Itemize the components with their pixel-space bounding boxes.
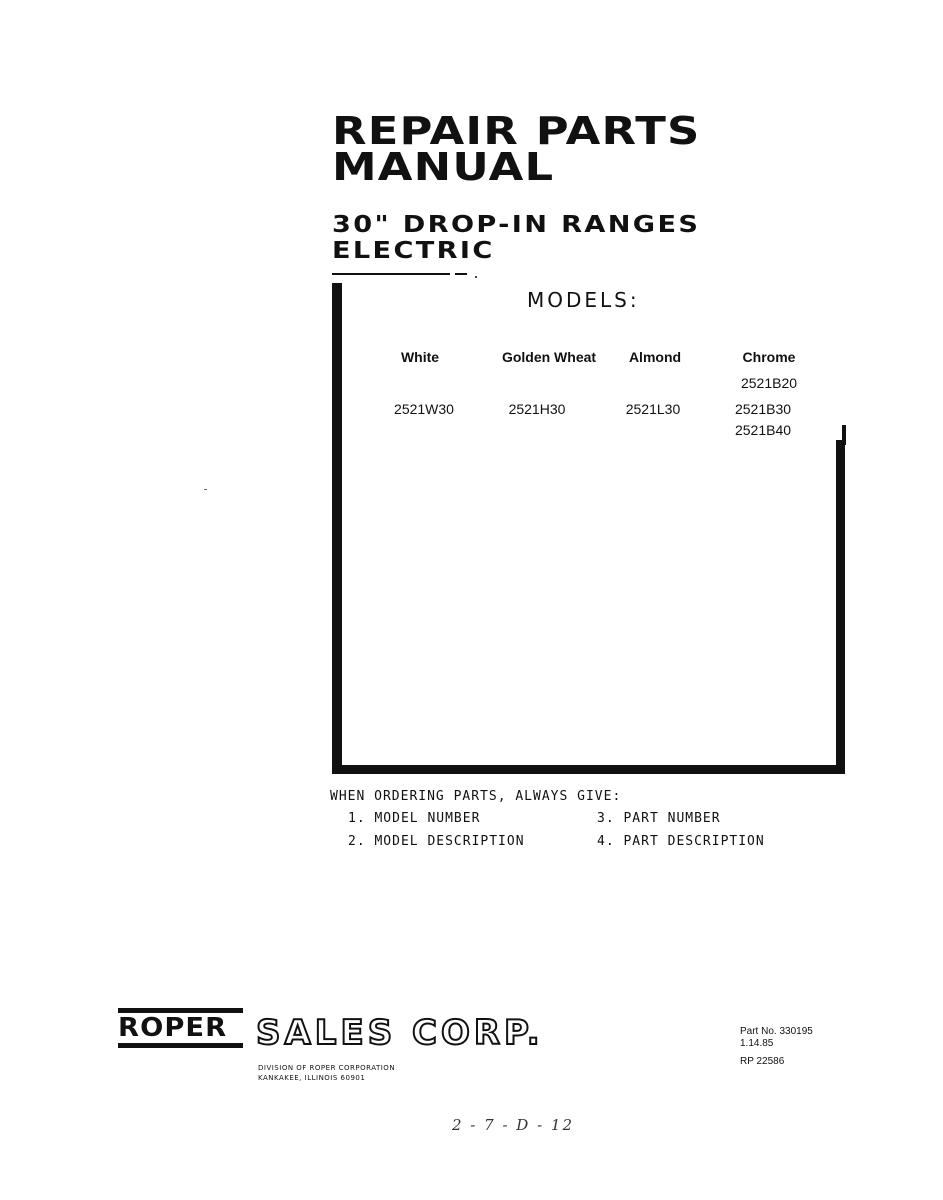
column-header-white: White	[400, 349, 440, 365]
product-subtitle-line2: ELECTRIC	[332, 238, 495, 264]
models-heading: MODELS:	[527, 288, 640, 312]
rp-number: RP 22586	[740, 1056, 785, 1067]
part-number: Part No. 330195	[740, 1026, 813, 1037]
model-number: 2521L30	[625, 401, 681, 417]
models-box-right-border	[836, 440, 845, 774]
models-box-corner-mark	[842, 425, 846, 445]
models-box-bottom-border	[332, 765, 843, 774]
subtitle-rule-dash	[455, 273, 467, 275]
sales-corp-wordmark: SALES CORP.	[256, 1013, 544, 1053]
handwritten-note: 2 - 7 - D - 12	[452, 1116, 575, 1134]
model-number: 2521W30	[394, 401, 454, 417]
ordering-item: 3. PART NUMBER	[597, 811, 721, 826]
scan-speck	[475, 276, 477, 278]
print-date: 1.14.85	[740, 1038, 774, 1049]
column-header-almond: Almond	[628, 349, 682, 365]
column-header-golden-wheat: Golden Wheat	[501, 349, 597, 365]
roper-logo	[118, 1008, 243, 1048]
ordering-item: 1. MODEL NUMBER	[348, 811, 481, 826]
ordering-item: 4. PART DESCRIPTION	[597, 834, 765, 849]
models-box-left-border	[332, 283, 342, 773]
scan-speck	[204, 489, 207, 490]
subtitle-rule	[332, 273, 450, 275]
product-subtitle-line1: 30" DROP-IN RANGES	[332, 212, 701, 238]
model-number: 2521H30	[508, 401, 566, 417]
division-line: DIVISION OF ROPER CORPORATION	[258, 1064, 396, 1072]
manual-title-line1: REPAIR PARTS	[332, 109, 701, 153]
model-number: 2521B20	[740, 375, 798, 391]
roper-logo-text: ROPER	[118, 1013, 228, 1043]
ordering-instructions-heading: WHEN ORDERING PARTS, ALWAYS GIVE:	[330, 789, 622, 804]
model-number: 2521B30	[734, 401, 792, 417]
manual-title-line2: MANUAL	[332, 145, 555, 189]
division-address: KANKAKEE, ILLINOIS 60901	[258, 1074, 366, 1082]
column-header-chrome: Chrome	[742, 349, 796, 365]
ordering-item: 2. MODEL DESCRIPTION	[348, 834, 525, 849]
model-number: 2521B40	[734, 422, 792, 438]
roper-logo-bar-bottom	[118, 1043, 243, 1048]
